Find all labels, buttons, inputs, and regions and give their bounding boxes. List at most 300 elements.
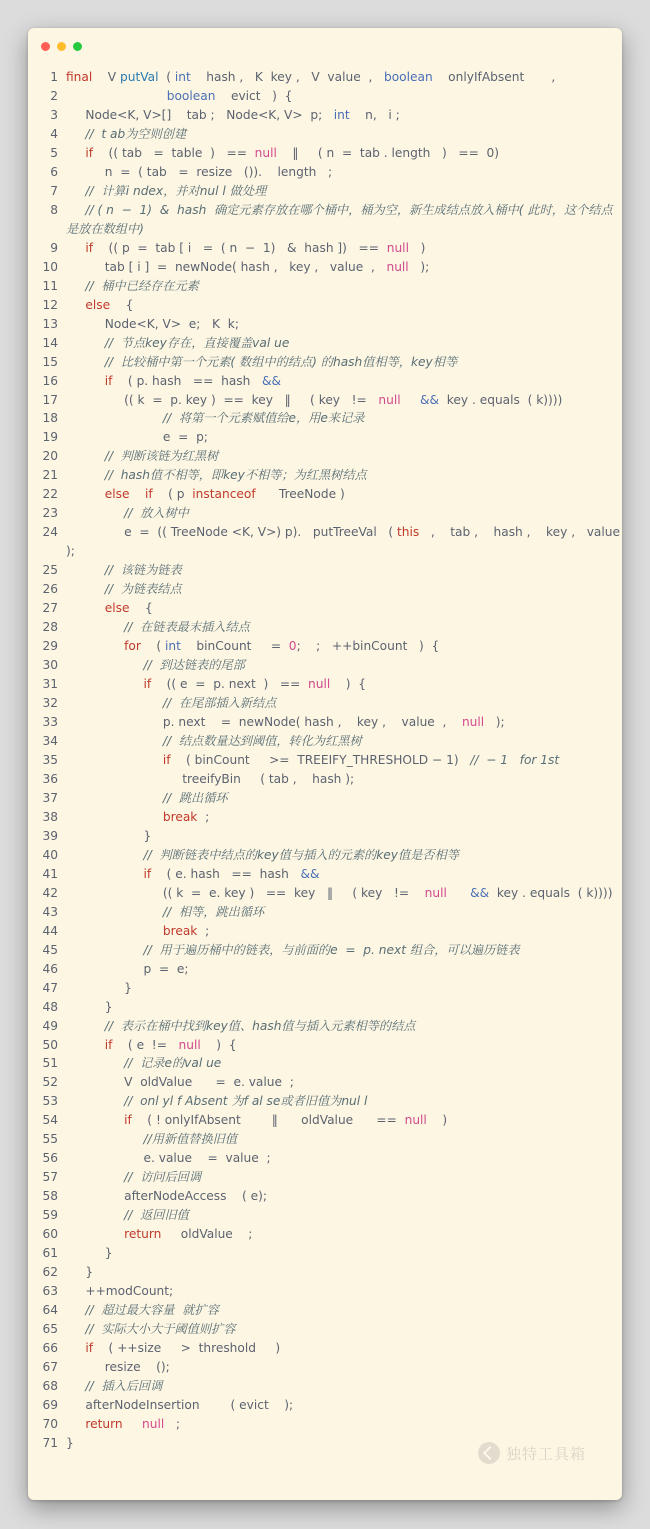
code-token: e = p;	[66, 430, 208, 445]
code-token	[66, 1417, 85, 1431]
code-text	[66, 846, 622, 865]
code-token: n = ( tab = resize ()). length ;	[66, 164, 333, 179]
code-token	[66, 1113, 124, 1127]
line-number: 54	[42, 1113, 58, 1128]
code-text	[66, 903, 622, 922]
code-text	[66, 106, 622, 125]
code-line	[28, 561, 622, 580]
code-token: // 为链表结点	[66, 582, 182, 597]
line-number: 23	[42, 506, 58, 521]
code-token: else	[104, 487, 130, 502]
code-text	[66, 1111, 622, 1130]
line-number: 48	[42, 999, 58, 1014]
line-number: 28	[42, 620, 58, 635]
code-token: ) {	[200, 1037, 237, 1052]
line-number: 18	[42, 411, 58, 426]
code-text	[66, 1263, 622, 1282]
code-token	[66, 146, 85, 160]
code-line	[28, 68, 622, 87]
line-number: 13	[42, 316, 58, 331]
code-line	[28, 1339, 622, 1358]
line-number: 58	[42, 1189, 58, 1204]
line-number: 30	[42, 658, 58, 673]
code-text	[66, 998, 622, 1017]
code-token: int	[165, 639, 181, 654]
code-token: null	[178, 1037, 201, 1052]
code-text	[66, 1130, 622, 1149]
code-token: //用新值替换旧值	[66, 1132, 238, 1147]
code-token	[66, 241, 85, 255]
code-text	[66, 409, 622, 428]
code-line	[28, 144, 622, 163]
line-number: 16	[42, 373, 58, 388]
code-token: (( k = p. key ) == key ‖ ( key !=	[66, 392, 379, 407]
code-token: (( e = p. next ) ==	[151, 677, 309, 692]
code-line	[28, 1017, 622, 1036]
watermark	[478, 1442, 586, 1464]
code-token: // 比较桶中第一个元素( 数组中的结点) 的hash值相等，key相等	[66, 354, 458, 369]
code-token: }	[66, 1246, 113, 1261]
code-token: // − 1 for 1st	[470, 752, 560, 767]
code-text	[66, 675, 622, 694]
code-line	[28, 618, 622, 637]
line-number: 66	[42, 1341, 58, 1355]
code-token	[66, 1227, 124, 1241]
line-number: 20	[42, 449, 58, 464]
code-text	[66, 1415, 622, 1434]
line-number: 35	[42, 752, 58, 767]
code-text	[66, 599, 622, 618]
code-token: // 插入后回调	[66, 1378, 163, 1393]
code-line	[28, 372, 622, 391]
code-token: e. value = value ;	[66, 1151, 271, 1166]
code-token: else	[85, 297, 111, 312]
code-token: // 实际大小大于阈值则扩容	[66, 1322, 236, 1337]
code-text	[66, 1282, 622, 1301]
code-token: null	[404, 1113, 427, 1128]
line-number: 65	[42, 1322, 58, 1337]
code-line	[28, 277, 622, 296]
code-token: (( k = e. key ) == key ‖ ( key !=	[66, 885, 425, 900]
code-token: ( e !=	[112, 1037, 179, 1052]
code-line	[28, 751, 622, 770]
code-token: // ( n − 1) & hash 确定元素存放在哪个桶中，桶为空，新生成结点放入桶中( 此时，这个结点是放在数组中)	[66, 202, 613, 236]
line-number: 37	[42, 790, 58, 805]
code-token: ( binCount >= TREEIFY_THRESHOLD − 1)	[170, 752, 471, 767]
code-token: {	[129, 601, 153, 616]
code-block	[28, 68, 628, 1453]
code-line	[28, 428, 622, 447]
line-number: 10	[42, 259, 58, 274]
code-token	[66, 89, 167, 103]
line-number: 9	[50, 240, 58, 255]
code-token: TreeNode )	[255, 487, 345, 502]
line-number: 8	[50, 202, 58, 217]
code-token: key . equals ( k))))	[439, 392, 563, 407]
code-line	[28, 391, 622, 410]
code-text	[66, 372, 622, 391]
line-number: 21	[42, 468, 58, 483]
code-text	[66, 637, 622, 656]
line-number: 1	[50, 70, 58, 84]
code-token: (( tab = table ) ==	[93, 145, 255, 160]
code-token: key . equals ( k))))	[489, 885, 613, 900]
line-number: 67	[42, 1359, 58, 1374]
code-line	[28, 1130, 622, 1149]
line-number: 25	[42, 563, 58, 578]
code-token: int	[333, 107, 350, 122]
code-text	[66, 1092, 622, 1111]
code-text	[66, 1149, 622, 1168]
line-number: 46	[42, 961, 58, 976]
code-line	[28, 296, 622, 315]
code-text	[66, 1206, 622, 1225]
line-number: 31	[42, 677, 58, 692]
code-text	[66, 1244, 622, 1263]
code-token: if	[143, 866, 152, 881]
code-token: boolean	[166, 88, 216, 103]
code-text	[66, 87, 622, 106]
code-token: null	[254, 145, 277, 160]
code-line	[28, 694, 622, 713]
code-text	[66, 447, 622, 466]
code-line	[28, 1054, 622, 1073]
code-token: else	[104, 601, 130, 616]
code-text	[66, 884, 622, 903]
line-number: 57	[42, 1170, 58, 1185]
line-number: 51	[42, 1056, 58, 1071]
code-token: hash , K key , V value ,	[190, 70, 384, 84]
code-token: ;	[197, 809, 210, 824]
code-token: // 表示在桶中找到key值、hash值与插入元素相等的结点	[66, 1018, 416, 1033]
code-token: }	[66, 828, 152, 843]
code-text	[66, 258, 622, 277]
code-text	[66, 865, 622, 884]
line-number: 60	[42, 1227, 58, 1242]
code-line	[28, 87, 622, 106]
code-token: break	[162, 809, 198, 824]
code-token: ( p	[152, 487, 193, 502]
code-token	[66, 924, 163, 938]
code-token: // 该链为链表	[66, 563, 182, 578]
code-text	[66, 561, 622, 580]
code-line	[28, 713, 622, 732]
line-number: 26	[42, 582, 58, 597]
code-token: ‖ ( n = tab . length ) == 0)	[276, 145, 500, 160]
code-token: instanceof	[192, 487, 256, 502]
code-token	[66, 810, 163, 824]
code-line	[28, 1073, 622, 1092]
code-line	[28, 1111, 622, 1130]
code-token	[66, 753, 163, 767]
code-line	[28, 770, 622, 789]
code-text	[66, 485, 622, 504]
code-line	[28, 998, 622, 1017]
code-text	[66, 808, 622, 827]
code-token: ( p. hash == hash	[112, 373, 262, 388]
code-token: // 判断链表中结点的key值与插入的元素的key值是否相等	[66, 847, 459, 862]
code-line	[28, 258, 622, 277]
line-number: 19	[42, 430, 58, 445]
code-token: &&	[300, 866, 320, 881]
code-line	[28, 239, 622, 258]
code-line	[28, 580, 622, 599]
code-line	[28, 675, 622, 694]
code-line	[28, 201, 622, 239]
code-line	[28, 1320, 622, 1339]
code-token: , tab , hash , key , value );	[66, 525, 628, 559]
code-token: onlyIfAbsent ,	[432, 70, 556, 84]
code-token: if	[162, 752, 171, 767]
line-number: 12	[42, 297, 58, 312]
code-token: afterNodeAccess ( e);	[66, 1189, 267, 1204]
code-token: // 超过最大容量 就扩容	[66, 1303, 219, 1318]
line-number: 14	[42, 335, 58, 350]
code-token: tab [ i ] = newNode( hash , key , value ,	[66, 259, 387, 274]
code-token: ( ! onlyIfAbsent ‖ oldValue ==	[131, 1113, 405, 1128]
code-token: (	[140, 639, 166, 654]
code-token: evict ) {	[215, 88, 293, 103]
code-token: // 判断该链为红黑树	[66, 449, 219, 464]
code-line	[28, 637, 622, 656]
code-line	[28, 808, 622, 827]
code-line	[28, 941, 622, 960]
code-line	[28, 1187, 622, 1206]
code-text	[66, 827, 622, 846]
code-line	[28, 1263, 622, 1282]
code-text	[66, 941, 622, 960]
code-text	[66, 296, 622, 315]
code-line	[28, 1244, 622, 1263]
code-token: );	[484, 715, 505, 729]
code-token: V	[92, 70, 120, 84]
code-token: null	[308, 677, 331, 692]
code-text	[66, 125, 622, 144]
line-number: 50	[42, 1037, 58, 1052]
code-token: ( e. hash == hash	[151, 866, 301, 881]
code-token: {	[110, 297, 134, 312]
code-line	[28, 485, 622, 504]
code-token: oldValue ;	[161, 1227, 253, 1242]
code-text	[66, 1377, 622, 1396]
code-line	[28, 409, 622, 428]
code-text	[66, 979, 622, 998]
line-number: 11	[42, 278, 58, 293]
code-text	[66, 1339, 622, 1358]
line-number: 49	[42, 1018, 58, 1033]
code-token: boolean	[383, 70, 433, 84]
code-line	[28, 125, 622, 144]
code-text	[66, 1301, 622, 1320]
line-number: 29	[42, 639, 58, 654]
code-token: 0	[288, 639, 297, 654]
code-line	[28, 1206, 622, 1225]
code-token: // hash值不相等，即key不相等；为红黑树结点	[66, 468, 367, 483]
code-text	[66, 523, 628, 561]
line-number: 38	[42, 809, 58, 824]
code-token: // t ab为空则创建	[66, 126, 187, 141]
line-number: 71	[42, 1435, 58, 1450]
code-line	[28, 846, 622, 865]
code-line	[28, 1377, 622, 1396]
code-text	[66, 1225, 622, 1244]
code-text	[66, 182, 622, 201]
close-button[interactable]	[41, 42, 50, 51]
line-number: 63	[42, 1284, 58, 1299]
code-line	[28, 1301, 622, 1320]
code-line	[28, 1396, 622, 1415]
code-text	[66, 239, 622, 258]
code-token: Node<K, V> e; K k;	[66, 316, 239, 331]
code-line	[28, 466, 622, 485]
code-token	[66, 374, 105, 388]
code-text	[66, 466, 622, 485]
code-token: // 访问后回调	[66, 1170, 202, 1185]
line-number: 56	[42, 1151, 58, 1166]
code-line	[28, 865, 622, 884]
code-line	[28, 523, 628, 561]
code-token: break	[162, 923, 198, 938]
code-text	[66, 1396, 622, 1415]
code-line	[28, 353, 622, 372]
code-line	[28, 182, 622, 201]
line-number: 7	[50, 183, 58, 198]
code-text	[66, 694, 622, 713]
code-line	[28, 656, 622, 675]
line-number: 52	[42, 1075, 58, 1090]
code-token: e = (( TreeNode <K, V>) p). putTreeVal (	[66, 525, 398, 540]
code-text	[66, 1036, 622, 1055]
code-text	[66, 618, 622, 637]
code-token	[447, 886, 470, 900]
code-token	[66, 639, 124, 653]
line-number: 2	[50, 88, 58, 103]
minimize-button[interactable]	[57, 42, 66, 51]
code-token: // 返回旧值	[66, 1208, 189, 1223]
code-line	[28, 960, 622, 979]
code-token: afterNodeInsertion ( evict );	[66, 1397, 294, 1412]
code-token: return	[85, 1416, 123, 1431]
line-number: 4	[50, 126, 58, 141]
code-token: if	[85, 145, 94, 160]
code-text	[66, 960, 622, 979]
code-token: ;	[197, 923, 210, 938]
code-text	[66, 1073, 622, 1092]
code-line	[28, 1358, 622, 1377]
code-token: // 记录e的val ue	[66, 1056, 222, 1071]
code-text	[66, 277, 622, 296]
code-line	[28, 1282, 622, 1301]
code-token: if	[104, 1037, 113, 1052]
code-token: null	[461, 715, 485, 729]
code-token: null	[386, 259, 409, 274]
code-line	[28, 922, 622, 941]
line-number: 40	[42, 847, 58, 862]
code-line	[28, 732, 622, 751]
code-token: this	[397, 525, 420, 540]
code-text	[66, 656, 622, 675]
code-token: final	[66, 70, 93, 84]
code-text	[66, 1320, 622, 1339]
code-text	[66, 1168, 622, 1187]
code-token: )	[408, 240, 426, 255]
code-token: (	[158, 70, 175, 84]
code-token: ;	[164, 1416, 180, 1431]
line-number: 47	[42, 980, 58, 995]
code-token	[401, 393, 420, 407]
code-window	[28, 28, 628, 1500]
code-token: ; ; ++binCount ) {	[296, 639, 440, 654]
code-token: if	[85, 1341, 94, 1355]
code-token: &&	[470, 885, 490, 900]
code-text	[66, 789, 622, 808]
line-number: 53	[42, 1094, 58, 1109]
code-line	[28, 1149, 622, 1168]
line-number: 44	[42, 923, 58, 938]
code-text	[66, 713, 622, 732]
watermark-logo-icon	[478, 1442, 500, 1464]
line-number: 5	[50, 145, 58, 160]
code-line	[28, 979, 622, 998]
code-token	[66, 1038, 105, 1052]
line-number: 27	[42, 601, 58, 616]
code-token: // 结点数量达到阈值，转化为红黑树	[66, 733, 362, 748]
code-line	[28, 1092, 622, 1111]
code-token: );	[408, 259, 430, 274]
code-line	[28, 599, 622, 618]
code-token: &&	[419, 392, 439, 407]
code-token: // 将第一个元素赋值给e，用e来记录	[66, 411, 365, 426]
code-text	[66, 1054, 622, 1073]
code-token: // 放入树中	[66, 506, 189, 521]
code-token: n, i ;	[349, 107, 400, 122]
code-line	[28, 1225, 622, 1244]
code-token	[66, 1341, 85, 1355]
window-titlebar	[28, 28, 622, 64]
code-text	[66, 580, 622, 599]
code-token: treeifyBin ( tab , hash );	[66, 771, 355, 786]
line-number: 59	[42, 1208, 58, 1223]
code-text	[66, 1358, 622, 1377]
code-text	[66, 391, 622, 410]
code-token: if	[124, 1113, 132, 1128]
code-token: if	[85, 240, 94, 255]
code-token: }	[66, 1265, 94, 1280]
code-token: null	[142, 1416, 165, 1431]
code-token: // onl yl f Absent 为f al se或者旧值为nul l	[66, 1094, 368, 1109]
code-line	[28, 334, 622, 353]
code-line	[28, 1036, 622, 1055]
zoom-button[interactable]	[73, 42, 82, 51]
code-text	[66, 1017, 622, 1036]
code-token: resize ();	[66, 1359, 170, 1374]
code-token: // 跳出循环	[66, 790, 228, 805]
code-token: binCount =	[180, 639, 289, 654]
code-token: p. next = newNode( hash , key , value ,	[66, 715, 462, 729]
code-token: ) {	[330, 677, 367, 692]
code-token: // 在尾部插入新结点	[66, 696, 277, 711]
line-number: 32	[42, 696, 58, 711]
code-text	[66, 334, 622, 353]
code-token: }	[66, 980, 132, 995]
code-text	[66, 144, 622, 163]
code-token: int	[174, 70, 191, 84]
line-number: 41	[42, 866, 58, 881]
code-token: if	[144, 487, 153, 502]
code-token: // 桶中已经存在元素	[66, 278, 199, 293]
code-token: Node<K, V>[] tab ; Node<K, V> p;	[66, 107, 334, 122]
code-text	[66, 732, 622, 751]
